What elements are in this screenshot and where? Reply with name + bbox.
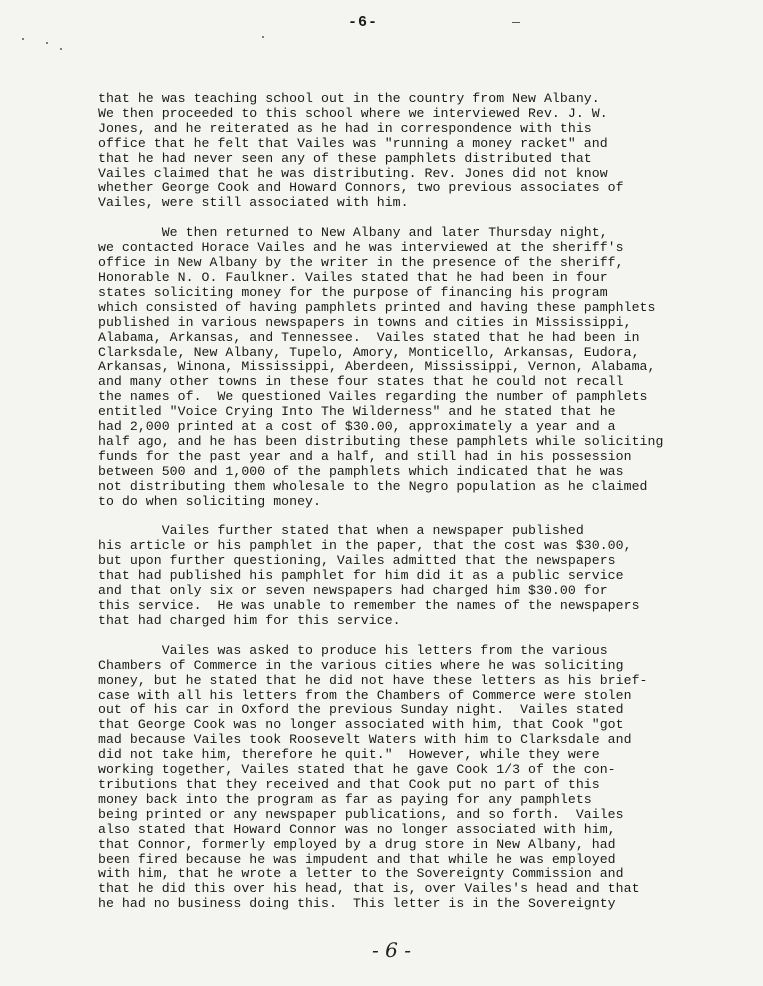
text-line: not distributing them wholesale to the Negro population as he claimed [98, 478, 648, 494]
text-line: Honorable N. O. Faulkner. Vailes stated that he had been in four [98, 269, 608, 285]
text-line: the names of. We questioned Vailes regarding the number of pamphlets [98, 389, 648, 405]
text-line: that George Cook was no longer associated with him, that Cook "got [98, 717, 624, 733]
text-line: Alabama, Arkansas, and Tennessee. Vailes stated that he had been in [98, 329, 640, 345]
text-line: and that only six or seven newspapers had charged him $30.00 for [98, 583, 608, 599]
text-line: Arkansas, Winona, Mississippi, Aberdeen, Mississippi, Vernon, Alabama, [98, 359, 656, 375]
text-line: Chambers of Commerce in the various cities where he was soliciting [98, 657, 624, 673]
text-line: out of his car in Oxford the previous Sunday night. Vailes stated [98, 702, 624, 718]
text-line: office that he felt that Vailes was "running a money racket" and [98, 135, 608, 151]
text-line: with him, that he wrote a letter to the Sovereignty Commission and [98, 866, 624, 882]
scan-speck [262, 36, 264, 38]
paragraph [98, 644, 738, 912]
text-line: and many other towns in these four states that he could not recall [98, 374, 624, 390]
paragraph [98, 524, 738, 628]
text-line: that had charged him for this service. [98, 612, 401, 628]
text-line: that he was teaching school out in the country from New Albany. [98, 91, 600, 106]
text-line: Vailes claimed that he was distributing. Rev. Jones did not know [98, 165, 608, 181]
text-line: case with all his letters from the Chambers of Commerce were stolen [98, 687, 632, 703]
text-line: We then returned to New Albany and later Thursday night, [98, 225, 608, 241]
text-line: funds for the past year and a half, and still had in his possession [98, 448, 632, 464]
text-line: We then proceeded to this school where we interviewed Rev. J. W. [98, 105, 608, 121]
text-line: had 2,000 printed at a cost of $30.00, approximately a year and a [98, 419, 616, 435]
text-line: Jones, and he reiterated as he had in correspondence with this [98, 120, 592, 136]
scan-speck [22, 38, 24, 40]
text-line: that had published his pamphlet for him did it as a public service [98, 568, 624, 584]
text-line: Vailes further stated that when a newspaper published [98, 523, 584, 539]
text-line: also stated that Howard Connor was no longer associated with him, [98, 821, 616, 837]
text-line: mad because Vailes took Roosevelt Waters with him to Clarksdale and [98, 732, 632, 748]
text-line: Vailes was asked to produce his letters from the various [98, 642, 608, 658]
text-line: whether George Cook and Howard Connors, two previous associates of [98, 180, 624, 196]
text-line: tributions that they received and that Cook put no part of this [98, 776, 600, 792]
text-line: money, but he stated that he did not have these letters as his brief- [98, 672, 648, 688]
text-line: Vailes, were still associated with him. [98, 195, 409, 211]
paragraph [98, 92, 738, 211]
text-line: between 500 and 1,000 of the pamphlets which indicated that he was [98, 463, 624, 479]
text-line: Clarksdale, New Albany, Tupelo, Amory, Monticello, Arkansas, Eudora, [98, 344, 640, 360]
text-line: entitled "Voice Crying Into The Wilderness" and he stated that he [98, 404, 616, 420]
text-line: money back into the program as far as paying for any pamphlets [98, 791, 592, 807]
text-line: which consisted of having pamphlets printed and having these pamphlets [98, 299, 656, 315]
text-line: that he had never seen any of these pamphlets distributed that [98, 150, 592, 166]
text-line: he had no business doing this. This letter is in the Sovereignty [98, 896, 616, 912]
text-line: working together, Vailes stated that he gave Cook 1/3 of the con- [98, 762, 616, 778]
paragraph [98, 226, 738, 509]
text-line: office in New Albany by the writer in the presence of the sheriff, [98, 255, 624, 271]
text-line: being printed or any newspaper publications, and so forth. Vailes [98, 806, 624, 822]
text-line: that Connor, formerly employed by a drug store in New Albany, had [98, 836, 616, 852]
text-line: we contacted Horace Vailes and he was interviewed at the sheriff's [98, 240, 624, 256]
scan-speck [46, 42, 48, 44]
text-line: states soliciting money for the purpose of financing his program [98, 284, 608, 300]
text-line: that he did this over his head, that is, over Vailes's head and that [98, 881, 640, 897]
document-body [98, 92, 738, 912]
text-line: to do when soliciting money. [98, 493, 321, 509]
page-number-top: -6- [348, 14, 379, 31]
text-line: published in various newspapers in towns and cities in Mississippi, [98, 314, 632, 330]
scan-speck [512, 22, 520, 23]
text-line: half ago, and he has been distributing these pamphlets while soliciting [98, 433, 664, 449]
page-number-bottom: - 6 - [372, 938, 411, 962]
text-line: but upon further questioning, Vailes admitted that the newspapers [98, 553, 616, 569]
scan-speck [60, 48, 62, 50]
text-line: this service. He was unable to remember the names of the newspapers [98, 598, 640, 613]
text-line: been fired because he was impudent and that while he was employed [98, 851, 616, 867]
text-line: his article or his pamphlet in the paper, that the cost was $30.00, [98, 538, 632, 554]
text-line: did not take him, therefore he quit." However, while they were [98, 747, 600, 763]
